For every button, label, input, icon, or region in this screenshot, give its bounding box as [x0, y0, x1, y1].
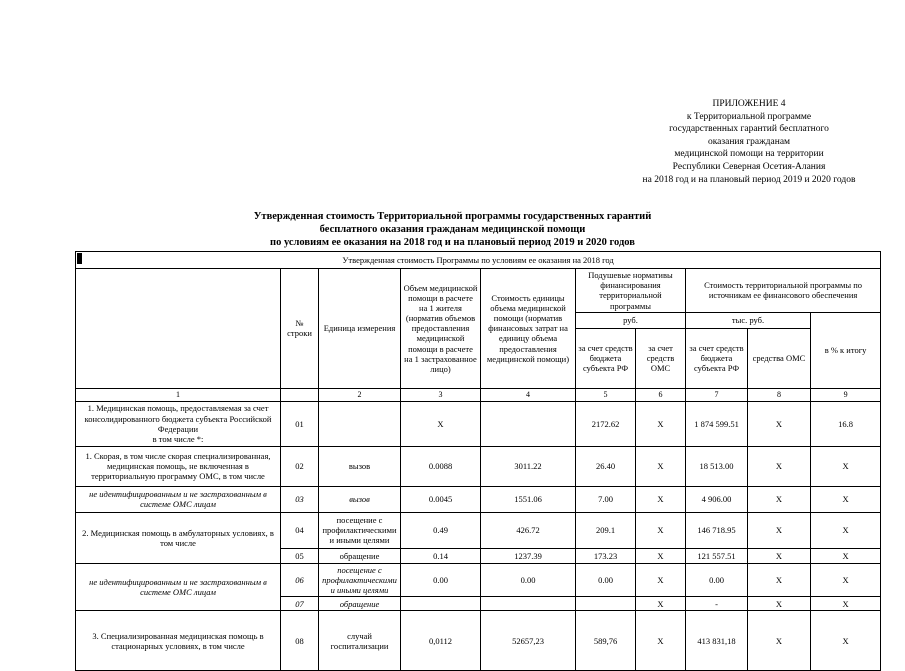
cell-row-no: 04 [281, 512, 319, 548]
cell-pc-budget: 2172.62 [576, 401, 636, 446]
appendix-line: государственных гарантий бесплатного [669, 124, 829, 135]
cell-volume: 0.14 [401, 548, 481, 563]
cell-pc-oms: X [636, 611, 686, 671]
table-row-02 [76, 446, 881, 486]
cell-volume: X [401, 401, 481, 446]
cell-row-no: 07 [281, 597, 319, 611]
cell-unit: обращение [319, 597, 401, 611]
col-index: 4 [481, 388, 576, 401]
title-line: Утвержденная стоимость Территориальной программы государственных гарантий [253, 211, 652, 222]
col-index: 5 [576, 388, 636, 401]
col-index: 7 [686, 388, 748, 401]
cell-pct: X [811, 512, 881, 548]
cell-unit: вызов [319, 486, 401, 512]
table-caption-cell [76, 252, 881, 269]
col-header-row-no: № строки [281, 269, 319, 389]
cell-unit-cost: 0.00 [481, 563, 576, 597]
cell-unit-cost: 1237.39 [481, 548, 576, 563]
cell-row-no: 03 [281, 486, 319, 512]
cell-unit-cost: 3011.22 [481, 446, 576, 486]
cell-cost-oms: X [748, 512, 811, 548]
col-header-cost-budget: за счет средств бюджета субъекта РФ [686, 328, 748, 388]
cell-row-no: 05 [281, 548, 319, 563]
col-index [281, 388, 319, 401]
cell-cost-oms: X [748, 401, 811, 446]
table-row-01 [76, 401, 881, 446]
col-header-unit-cost: Стоимость единицы объема медицинской помощи (норматив финансовых затрат на единицу объема предоставления медицинской помощи) [481, 269, 576, 389]
cell-row-no: 01 [281, 401, 319, 446]
cell-pc-oms: X [636, 597, 686, 611]
cell-unit: посещение с профилактическими и иными целями [319, 512, 401, 548]
cell-cost-budget: - [686, 597, 748, 611]
appendix-line: медицинской помощи на территории [674, 149, 824, 160]
cell-cost-budget: 4 906.00 [686, 486, 748, 512]
cell-cost-oms: X [748, 548, 811, 563]
appendix-line: Республики Северная Осетия-Алания [672, 161, 826, 172]
cell-volume: 0,0112 [401, 611, 481, 671]
cell-cost-budget: 146 718.95 [686, 512, 748, 548]
row-sublabel: в том числе *: [152, 433, 204, 444]
cell-pct: X [811, 563, 881, 597]
cell-unit [319, 401, 401, 446]
cell-pc-budget: 209.1 [576, 512, 636, 548]
cell-volume: 0.49 [401, 512, 481, 548]
cell-label: 3. Специализированная медицинская помощь в стационарных условиях, в том числе [76, 611, 281, 671]
cell-pc-budget: 173.23 [576, 548, 636, 563]
cell-volume: 0.00 [401, 563, 481, 597]
cell-pc-budget: 7.00 [576, 486, 636, 512]
col-group-program-cost: Стоимость территориальной программы по источникам ее финансового обеспечения [686, 269, 881, 313]
appendix-line: ПРИЛОЖЕНИЕ 4 [712, 99, 786, 109]
table-caption: Утвержденная стоимость Программы по условиям ее оказания на 2018 год [342, 254, 614, 265]
cell-pct: X [811, 597, 881, 611]
cell-pc-budget [576, 597, 636, 611]
col-header-pct: в % к итогу [811, 312, 881, 388]
cell-pct: X [811, 486, 881, 512]
cell-label: не идентифицированным и не застрахованным в системе ОМС лицам [76, 486, 281, 512]
cell-pc-budget: 26.40 [576, 446, 636, 486]
cell-cost-budget: 413 831,18 [686, 611, 748, 671]
cell-cost-budget: 121 557.51 [686, 548, 748, 563]
title-line: по условиям ее оказания на 2018 год и на плановый период 2019 и 2020 годов [270, 237, 635, 248]
col-index: 3 [401, 388, 481, 401]
cell-unit: обращение [319, 548, 401, 563]
table-caption-row [76, 252, 881, 269]
cell-volume: 0.0088 [401, 446, 481, 486]
cell-unit-cost: 1551.06 [481, 486, 576, 512]
title-line: бесплатного оказания гражданам медицинской помощи [319, 224, 586, 235]
cell-cost-oms: X [748, 563, 811, 597]
col-group-per-capita: Подушевые нормативы финансирования территориальной программы [576, 269, 686, 313]
col-header-name [76, 269, 281, 389]
subheader-tys-rub: тыс. руб. [686, 312, 811, 328]
page-title [0, 210, 905, 249]
cell-unit-cost: 426.72 [481, 512, 576, 548]
cell-pc-oms: X [636, 548, 686, 563]
col-header-unit: Единица измерения [319, 269, 401, 389]
cell-unit-cost [481, 401, 576, 446]
col-index: 2 [319, 388, 401, 401]
cell-unit: случай госпитализации [319, 611, 401, 671]
cell-pct: X [811, 446, 881, 486]
table-row-06 [76, 563, 881, 597]
cell-unit-cost: 52657,23 [481, 611, 576, 671]
cell-label: не идентифицированным и не застрахованным в системе ОМС лицам [76, 563, 281, 611]
cell-unit: вызов [319, 446, 401, 486]
subheader-rub: руб. [576, 312, 686, 328]
cell-volume: 0.0045 [401, 486, 481, 512]
cell-cost-budget: 18 513.00 [686, 446, 748, 486]
cell-row-no: 08 [281, 611, 319, 671]
appendix-line: на 2018 год и на плановый период 2019 и 2020 годов [642, 174, 856, 185]
cell-pc-budget: 589,76 [576, 611, 636, 671]
cell-cost-budget: 0.00 [686, 563, 748, 597]
cell-cost-budget: 1 874 599.51 [686, 401, 748, 446]
cursor-mark-icon [77, 253, 82, 264]
cell-pc-oms: X [636, 486, 686, 512]
cell-volume [401, 597, 481, 611]
cell-pc-budget: 0.00 [576, 563, 636, 597]
appendix-line: к Территориальной программе [686, 111, 812, 122]
cell-label: 1. Скорая, в том числе скорая специализированная, медицинская помощь, не включенная в территориальную программу ОМС, в том числе [76, 446, 281, 486]
header-row-groups [76, 269, 881, 313]
appendix-block [615, 98, 883, 186]
cell-pc-oms: X [636, 401, 686, 446]
cell-pc-oms: X [636, 512, 686, 548]
col-index: 1 [76, 388, 281, 401]
cost-table [75, 251, 881, 671]
cell-cost-oms: X [748, 446, 811, 486]
table-row-08 [76, 611, 881, 671]
col-index: 9 [811, 388, 881, 401]
cell-cost-oms: X [748, 611, 811, 671]
cell-pc-oms: X [636, 446, 686, 486]
cell-pc-oms: X [636, 563, 686, 597]
appendix-line: оказания гражданам [707, 136, 791, 147]
cell-cost-oms: X [748, 597, 811, 611]
col-index: 6 [636, 388, 686, 401]
cell-cost-oms: X [748, 486, 811, 512]
cell-unit-cost [481, 597, 576, 611]
col-header-pc-oms: за счет средств ОМС [636, 328, 686, 388]
table-row-03 [76, 486, 881, 512]
col-header-cost-oms: средства ОМС [748, 328, 811, 388]
column-index-row [76, 388, 881, 401]
cell-unit: посещение с профилактическими и иными целями [319, 563, 401, 597]
cell-row-no: 02 [281, 446, 319, 486]
col-header-volume: Объем медицинской помощи в расчете на 1 жителя (норматив объемов предоставления медицинской помощи в расчете на 1 застрахованное лицо) [401, 269, 481, 389]
cell-row-no: 06 [281, 563, 319, 597]
table-row-04 [76, 512, 881, 548]
cell-pct: X [811, 611, 881, 671]
cell-pct: 16.8 [811, 401, 881, 446]
cell-pct: X [811, 548, 881, 563]
cell-label: 2. Медицинская помощь в амбулаторных условиях, в том числе [76, 512, 281, 563]
cell-label [76, 401, 281, 446]
col-header-pc-budget: за счет средств бюджета субъекта РФ [576, 328, 636, 388]
col-index: 8 [748, 388, 811, 401]
row-label: 1. Медицинская помощь, предоставляемая за счет консолидированного бюджета субъекта Российской Федерации [84, 403, 272, 434]
